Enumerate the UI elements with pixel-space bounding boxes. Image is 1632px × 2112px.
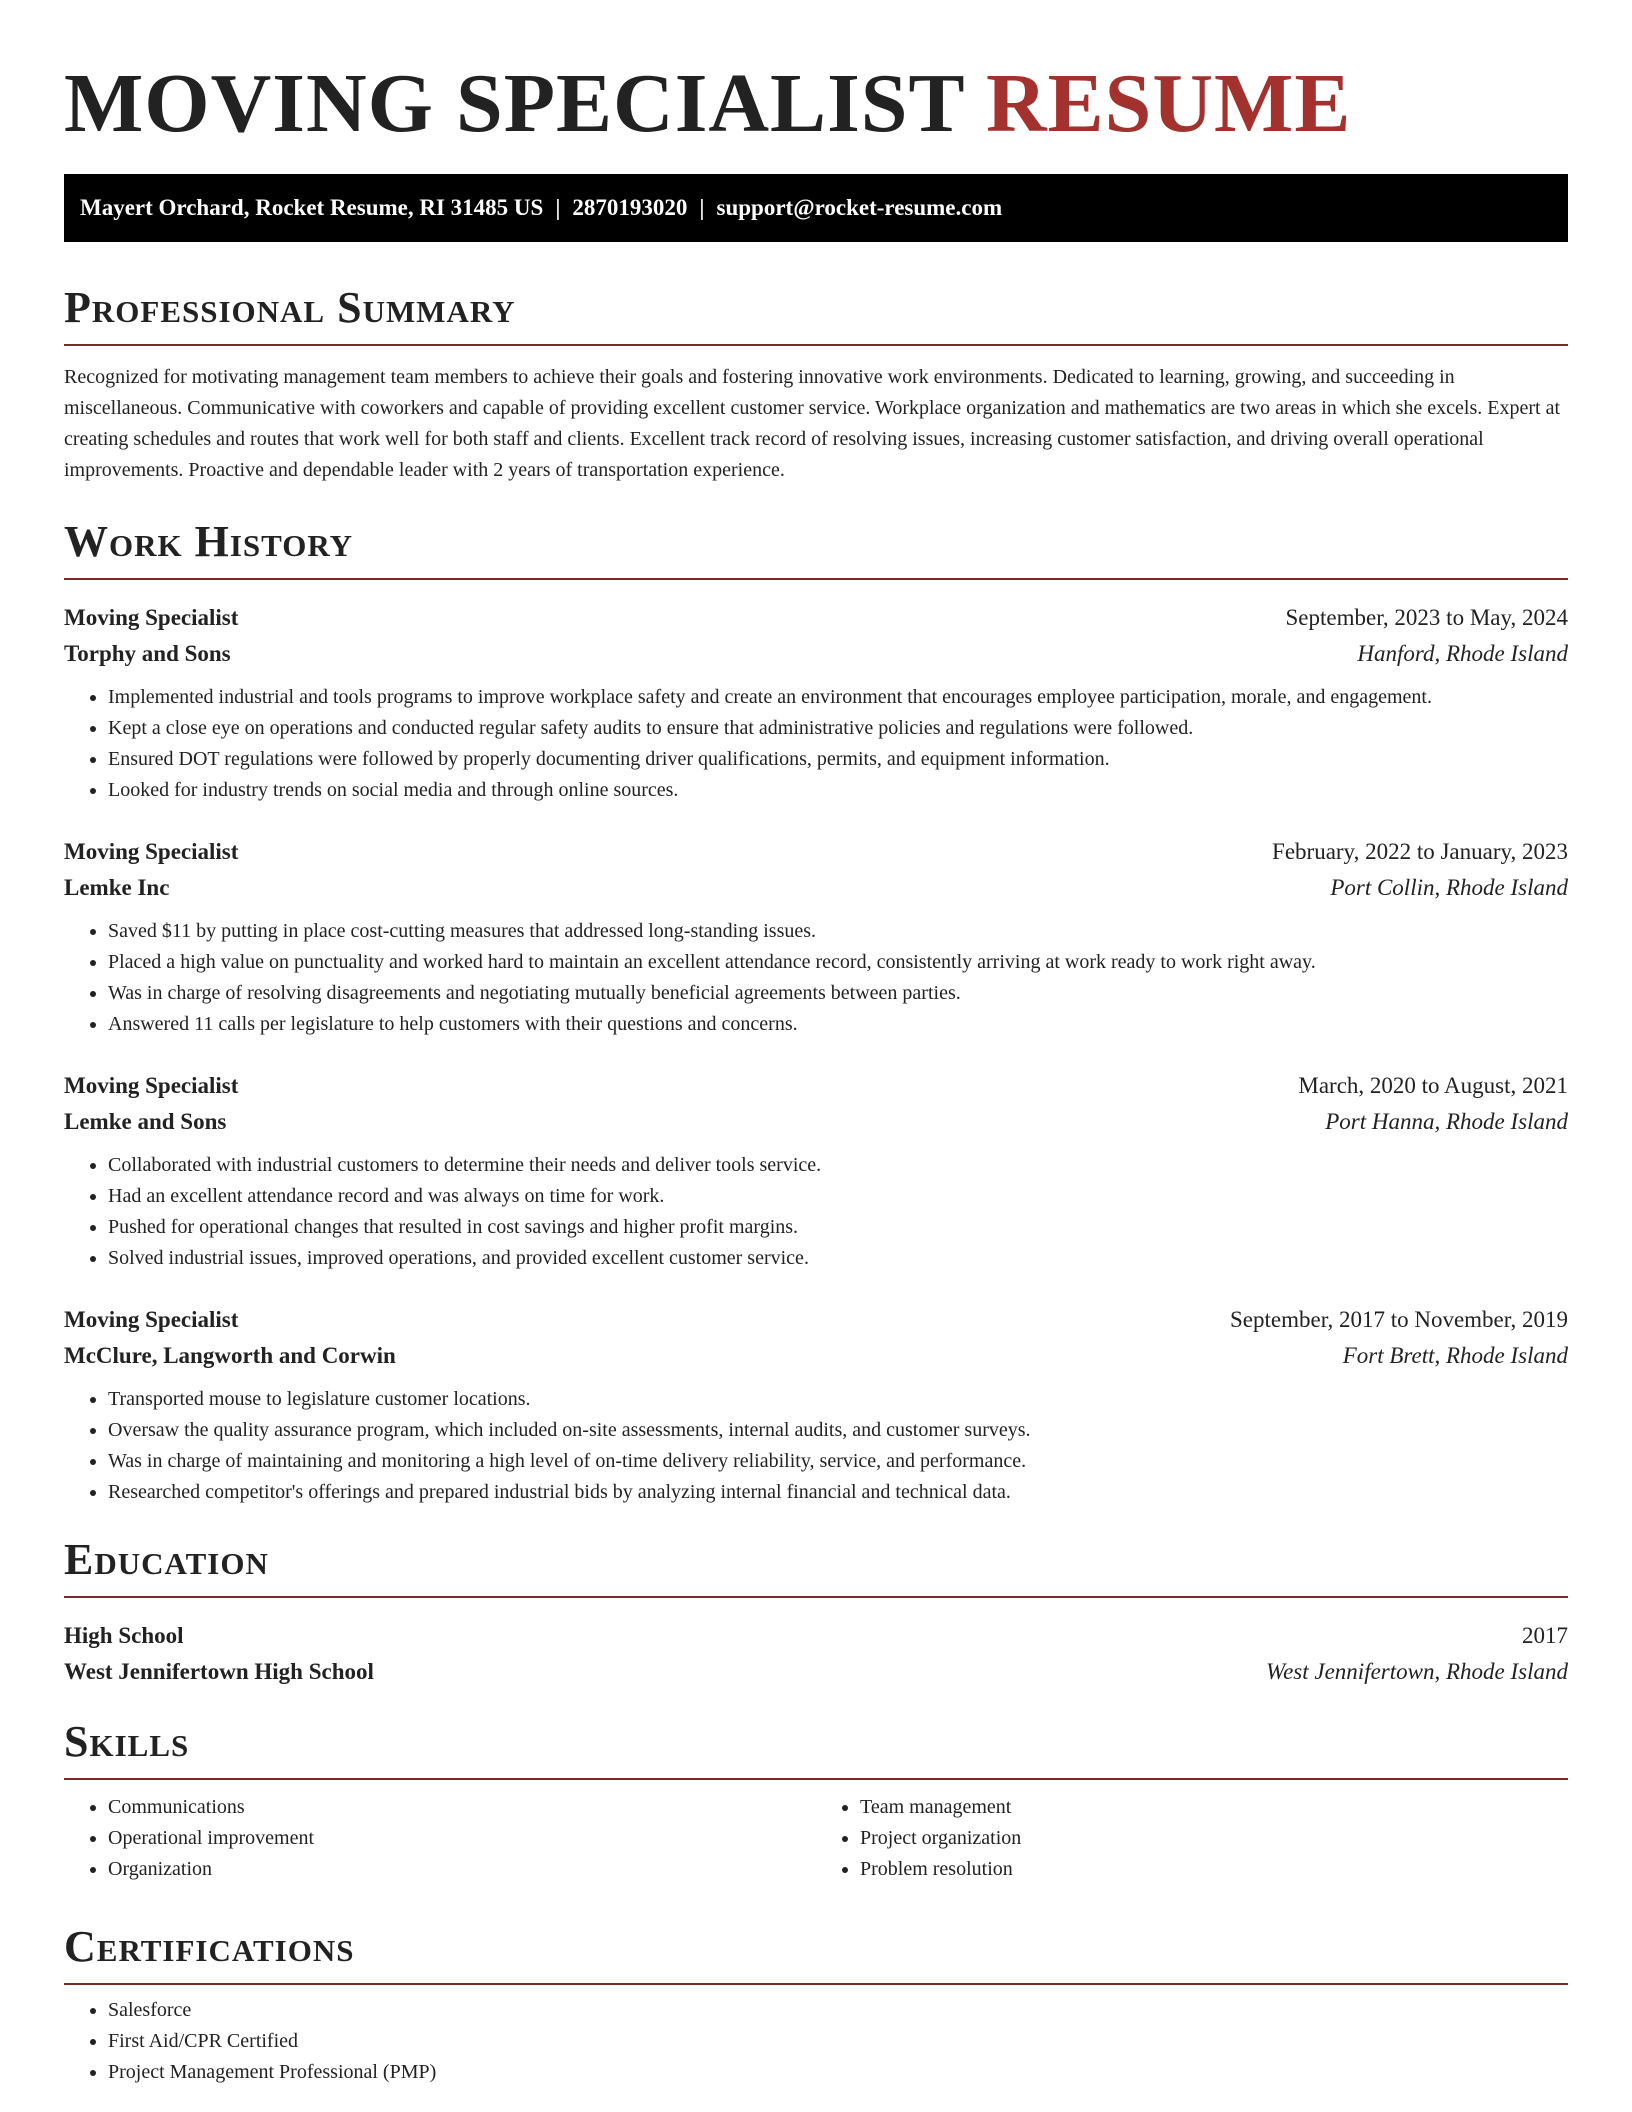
job-bullet: • Answered 11 calls per legislature to help customers with their questions and concerns.	[108, 1009, 1568, 1040]
title-accent: RESUME	[985, 57, 1352, 150]
certification-item: • Salesforce	[108, 1995, 1568, 2026]
job-entry	[64, 1068, 1568, 1274]
job-bullet: • Ensured DOT regulations were followed by properly documenting driver qualifications, permits, and equipment information.	[108, 744, 1568, 775]
job-bullet: • Was in charge of maintaining and monitoring a high level of on-time delivery reliability, service, and performance.	[108, 1446, 1568, 1477]
job-title: Moving Specialist	[64, 839, 239, 864]
education-location: West Jennifertown, Rhode Island	[1266, 1659, 1568, 1684]
job-bullets	[64, 1384, 1568, 1508]
job-entry	[64, 1302, 1568, 1508]
job-subheader	[64, 1338, 1568, 1374]
job-bullet: • Kept a close eye on operations and conducted regular safety audits to ensure that administrative policies and regulations were followed.	[108, 713, 1568, 744]
skill-item: • Project organization	[860, 1823, 1568, 1854]
job-title: Moving Specialist	[64, 1307, 239, 1332]
job-header	[64, 834, 1568, 870]
education-subheader	[64, 1654, 1568, 1690]
resume-title	[64, 56, 1568, 152]
education-degree: High School	[64, 1623, 184, 1648]
work-history-section	[64, 516, 1568, 1508]
job-title: Moving Specialist	[64, 605, 239, 630]
certifications-section	[64, 1921, 1568, 2088]
job-header	[64, 1302, 1568, 1338]
skills-list-right	[816, 1792, 1568, 1885]
job-bullet: • Solved industrial issues, improved operations, and provided excellent customer service.	[108, 1243, 1568, 1274]
section-heading: Work History	[64, 516, 1568, 580]
section-heading: Skills	[64, 1716, 1568, 1780]
job-bullet: • Was in charge of resolving disagreements and negotiating mutually beneficial agreements between parties.	[108, 978, 1568, 1009]
job-company: Lemke and Sons	[64, 1109, 227, 1134]
job-bullet: • Oversaw the quality assurance program, which included on-site assessments, internal audits, and customer surveys.	[108, 1415, 1568, 1446]
education-year: 2017	[1522, 1623, 1568, 1648]
skills-section	[64, 1716, 1568, 1885]
section-heading: Certifications	[64, 1921, 1568, 1985]
contact-email[interactable]: support@rocket-resume.com	[716, 195, 1003, 220]
job-entry	[64, 834, 1568, 1040]
skills-grid	[64, 1792, 1568, 1885]
job-bullet: • Researched competitor's offerings and prepared industrial bids by analyzing internal financial and technical data.	[108, 1477, 1568, 1508]
certification-item: • Project Management Professional (PMP)	[108, 2057, 1568, 2088]
job-location: Port Collin, Rhode Island	[1330, 875, 1568, 900]
certification-item: • First Aid/CPR Certified	[108, 2026, 1568, 2057]
job-subheader	[64, 870, 1568, 906]
job-bullets	[64, 1150, 1568, 1274]
job-dates: February, 2022 to January, 2023	[1272, 839, 1568, 864]
skill-item: • Problem resolution	[860, 1854, 1568, 1885]
job-header	[64, 1068, 1568, 1104]
job-bullet: • Transported mouse to legislature customer locations.	[108, 1384, 1568, 1415]
job-dates: September, 2017 to November, 2019	[1230, 1307, 1568, 1332]
job-bullets	[64, 916, 1568, 1040]
job-entry	[64, 600, 1568, 806]
skill-item: • Team management	[860, 1792, 1568, 1823]
certifications-list	[64, 1995, 1568, 2088]
job-location: Port Hanna, Rhode Island	[1325, 1109, 1568, 1134]
education-entry	[64, 1618, 1568, 1690]
job-bullet: • Collaborated with industrial customers to determine their needs and deliver tools service.	[108, 1150, 1568, 1181]
job-dates: September, 2023 to May, 2024	[1285, 605, 1568, 630]
section-heading: Education	[64, 1534, 1568, 1598]
professional-summary-section	[64, 282, 1568, 486]
contact-bar	[64, 174, 1568, 242]
contact-address: Mayert Orchard, Rocket Resume, RI 31485 US	[80, 195, 544, 220]
job-location: Hanford, Rhode Island	[1357, 641, 1568, 666]
contact-separator: |	[699, 195, 705, 220]
job-bullet: • Placed a high value on punctuality and worked hard to maintain an excellent attendance record, consistently arriving at work ready to work right away.	[108, 947, 1568, 978]
job-location: Fort Brett, Rhode Island	[1342, 1343, 1568, 1368]
job-bullet: • Saved $11 by putting in place cost-cutting measures that addressed long-standing issues.	[108, 916, 1568, 947]
summary-text: Recognized for motivating management team members to achieve their goals and fostering innovative work environments. Dedicated to learning, growing, and succeeding in miscellaneous. Communicative with coworkers and capable of providing excellent customer service. Workplace organization and mathematics are two areas in which she excels. Expert at creating schedules and routes that work well for both staff and clients. Excellent track record of resolving issues, increasing customer satisfaction, and driving overall operational improvements. Proactive and dependable leader with 2 years of transportation experience.	[64, 366, 1561, 481]
job-bullet: • Pushed for operational changes that resulted in cost savings and higher profit margins.	[108, 1212, 1568, 1243]
title-main: MOVING SPECIALIST	[64, 57, 964, 150]
job-company: Lemke Inc	[64, 875, 170, 900]
education-header	[64, 1618, 1568, 1654]
education-section	[64, 1534, 1568, 1690]
section-heading: Professional Summary	[64, 282, 1568, 346]
resume-page	[64, 56, 1568, 2088]
job-bullets	[64, 682, 1568, 806]
contact-phone: 2870193020	[572, 195, 688, 220]
job-header	[64, 600, 1568, 636]
skills-list-left	[64, 1792, 816, 1885]
job-subheader	[64, 636, 1568, 672]
job-title: Moving Specialist	[64, 1073, 239, 1098]
skill-item: • Organization	[108, 1854, 816, 1885]
job-company: McClure, Langworth and Corwin	[64, 1343, 396, 1368]
job-company: Torphy and Sons	[64, 641, 231, 666]
skill-item: • Operational improvement	[108, 1823, 816, 1854]
skill-item: • Communications	[108, 1792, 816, 1823]
job-subheader	[64, 1104, 1568, 1140]
education-school: West Jennifertown High School	[64, 1659, 374, 1684]
job-bullet: • Had an excellent attendance record and was always on time for work.	[108, 1181, 1568, 1212]
contact-separator: |	[555, 195, 561, 220]
job-bullet: • Looked for industry trends on social media and through online sources.	[108, 775, 1568, 806]
job-bullet: • Implemented industrial and tools programs to improve workplace safety and create an environment that encourages employee participation, morale, and engagement.	[108, 682, 1568, 713]
job-dates: March, 2020 to August, 2021	[1298, 1073, 1568, 1098]
